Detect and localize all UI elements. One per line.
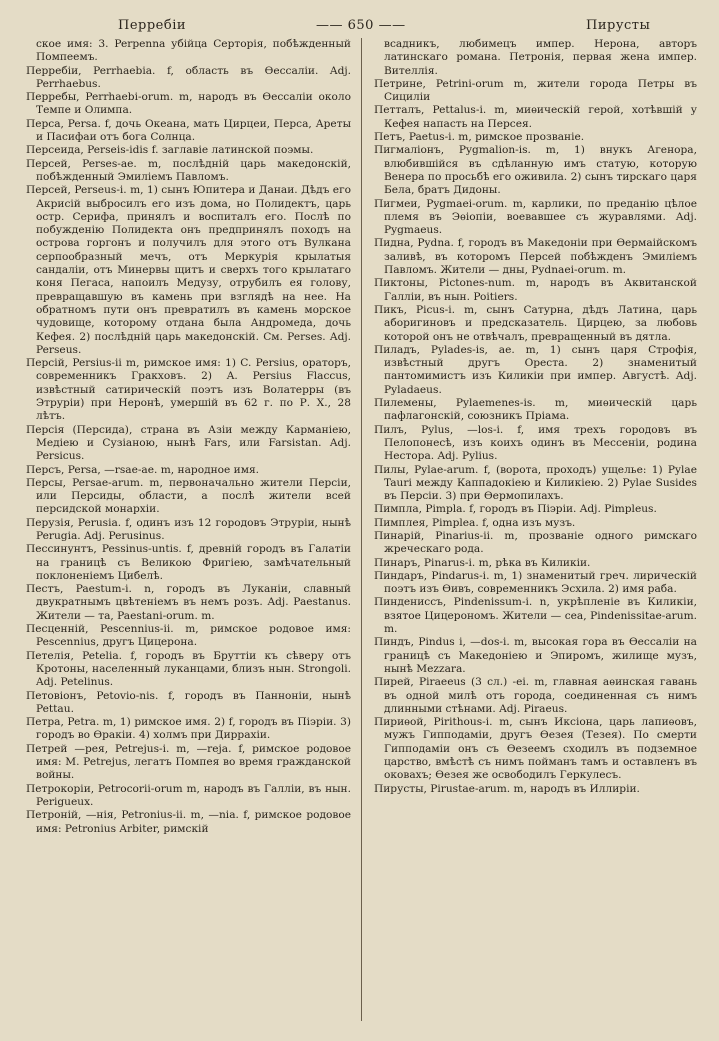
dictionary-entry: Пилемены, Pylaemenes-is. m, миѳическій царь пафлагонскій, союзникъ Пріама. [374,397,697,423]
dictionary-entry: Пимплея, Pimplea. f, одна изъ музъ. [374,516,576,529]
dictionary-entry: Петрине, Petrini-orum m, жители города Петры въ Сициліи [374,77,697,104]
dictionary-entry: Пиндениссъ, Pindenissum-i. n, укрѣпленіе въ Киликіи, взятое Цицерономъ. Жители — сеа, Pindenissitae-arum. m. [374,596,697,636]
dictionary-entry: Петъ, Paetus-i. m, римское прозваніе. [374,131,585,144]
running-head-left: Перребіи [118,18,187,33]
dictionary-entry: Петелія, Petelia. f, городъ въ Бруттіи къ сѣверу отъ Кротоны, населенный луканцами, близъ нын. Strongoli. Adj. Petelinus. [26,649,351,689]
running-head-right: Пирусты [586,18,651,33]
dictionary-entry: Пилы, Pylae-arum. f, (ворота, проходъ) ущелье: 1) Pylae Tauri между Каппадокіею и Киликіею. 2) Pylae Susides въ Персіи. 3) при Ѳермопилахъ. [374,463,697,503]
dictionary-entry: Петовіонъ, Petovio-nis. f, городъ въ Панноніи, нынѣ Pettau. [26,689,351,715]
dictionary-entry: Пидна, Pydna. f, городъ въ Македоніи при Ѳермаійскомъ заливѣ, въ которомъ Персей побѣжденъ Эмиліемъ Павломъ. Жители — дны, Pydnaei-orum. m. [374,237,697,277]
dictionary-entry: Пимпла, Pimpla. f, городъ въ Піэріи. Adj. Pimpleus. [374,503,657,516]
text-columns [26,38,697,1021]
dictionary-entry: Перребіи, Perrhaebia. f, область въ Ѳессаліи. Adj. Perrhaebus. [26,64,351,90]
dictionary-entry: Петрокоріи, Petrocorii-orum m, народъ въ Галліи, въ нын. Perigueux. [26,782,351,808]
dictionary-entry: Перузія, Perusia. f, одинъ изъ 12 городовъ Этруріи, нынѣ Perugia. Adj. Perusinus. [26,516,351,542]
dictionary-entry: Петталъ, Pettalus-i. m, миѳическій герой, хотѣвшій у Кефея напасть на Персея. [374,104,697,130]
right-column [362,38,697,1021]
dictionary-entry: Пирей, Piraeeus (3 сл.) -ei. m, главная аѳинская гавань въ одной милѣ отъ города, соединенная съ нимъ длинными стѣнами. Adj. Piraeus. [374,676,697,715]
dictionary-entry: Персій, Persius-ii m, римское имя: 1) C. Persius, ораторъ, современникъ Гракховъ. 2) A. Persius Flaccus, извѣстный сатирическій поэтъ изъ Волатерры (въ Этруріи) при Неронѣ, умершій въ 62 г. по Р. Х., 28 лѣтъ. [26,357,351,423]
dictionary-entry: Персеида, Perseis-idis f. заглавіе латинской поэмы. [26,144,314,157]
dictionary-entry: Перребы, Perrhaebi-orum. m, народъ въ Ѳессаліи около Темпе и Олимпа. [26,91,351,117]
dictionary-entry: Песценній, Pescennius-ii. m, римское родовое имя: Pescennius, другъ Цицерона. [26,623,351,649]
page-header [26,14,697,38]
dictionary-entry: Персъ, Persa, —rsae-ae. m, народное имя. [26,463,260,476]
dictionary-entry: всадникъ, любимецъ импер. Нерона, авторъ латинскаго романа. Петронія, первая жена импер. Вителлія. [384,38,697,77]
dictionary-entry: Персей, Perseus-i. m, 1) сынъ Юпитера и Данаи. Дѣдъ его Акрисій выбросилъ его изъ дома, но Полидектъ, царь остр. Серифа, принялъ и воспиталъ его. Послѣ по побужденію Полидекта онъ предпринялъ походъ на острова горгонъ и получилъ для этого отъ Вулкана серпообразный мечъ, отъ Меркурія крылатыя сандаліи, отъ Минервы щитъ и сверхъ того крылатаго коня Пегаса, напоилъ Медузу, отрубилъ ея голову, превращавшую въ камень при взглядѣ на нее. На обратномъ пути онъ превратилъ въ камень морское чудовище, которому отдана была Андромеда, дочь Кефея. 2) послѣдній царь македонскій. См. Perses. Adj. Perseus. [26,184,351,356]
dictionary-entry: Пикъ, Picus-i. m, сынъ Сатурна, дѣдъ Латина, царь аборигиновъ и предсказатель. Цирцею, за любовь которой онъ не отвѣчалъ, превращенный въ дятла. [374,303,697,343]
dictionary-entry: Пиктоны, Pictones-num. m, народъ въ Аквитанской Галліи, въ нын. Poitiers. [374,277,697,303]
dictionary-entry: Пириѳой, Pirithous-i. m, сынъ Иксіона, царь лапиѳовъ, мужъ Гипподаміи, другъ Ѳезея (Тезея). По смерти Гипподаміи онъ съ Ѳезеемъ сходилъ въ подземное царство, вмѣстѣ съ нимъ пойманъ тамъ и оставленъ въ оковахъ; Ѳезея же освободилъ Геркулесъ. [374,716,697,782]
dictionary-entry: Пирусты, Pirustae-arum. m, народъ въ Иллиріи. [374,782,640,795]
left-column [26,38,361,1021]
dictionary-entry: Пилъ, Pylus, —los-i. f, имя трехъ городовъ въ Пелопонесѣ, изъ коихъ одинъ въ Мессеніи, родина Нестора. Adj. Pylius. [374,423,697,463]
dictionary-entry: Пиндаръ, Pindarus-i. m, 1) знаменитый греч. лирическій поэтъ изъ Ѳивъ, современникъ Эсхила. 2) имя раба. [374,569,697,596]
dictionary-entry: Персы, Persae-arum. m, первоначально жители Персіи, или Персиды, области, а послѣ жители всей персидской монархіи. [26,476,351,516]
dictionary-entry: Персей, Perses-ae. m, послѣдній царь македонскій, побѣжденный Эмиліемъ Павломъ. [26,157,351,183]
dictionary-entry: Пиндъ, Pindus i, —dos-i. m, высокая гора въ Ѳессаліи на границѣ съ Македоніею и Эпиромъ, жилище музъ, нынѣ Mezzara. [374,636,697,675]
dictionary-entry: Персія (Персида), страна въ Азіи между Карманіею, Медіею и Сузіаною, нынѣ Fars, или Farsistan. Adj. Persicus. [26,423,351,463]
dictionary-entry: Персa, Persa. f, дочь Океана, мать Цирцеи, Персa, Ареты и Пасифаи отъ бога Солнца. [26,117,351,144]
dictionary-entry: Петрей —рея, Petrejus-i. m, —reja. f, римское родовое имя: M. Petrejus, легатъ Помпея во время гражданской войны. [26,742,351,782]
dictionary-entry: Петра, Petra. m, 1) римское имя. 2) f, городъ въ Піэріи. 3) городъ во Ѳракіи. 4) холмъ при Дирраxіи. [26,716,351,742]
dictionary-entry: Пессинунтъ, Pessinus-untis. f, древній городъ въ Галатіи на границѣ съ Великою Фригіею, замѣчательный поклоненіемъ Цибелѣ. [26,543,351,582]
dictionary-entry: Пинаръ, Pinarus-i. m, рѣка въ Киликіи. [374,556,591,569]
dictionary-entry: Петроній, —нія, Petronius-ii. m, —nia. f, римское родовое имя: Petronius Arbiter, римскій [26,809,351,835]
dictionary-entry: Пинарій, Pinarius-ii. m, прозваніе одного римскаго жреческаго рода. [374,529,697,556]
dictionary-entry: Пиладъ, Pylades-is, ae. m, 1) сынъ царя Строфія, извѣстный другъ Ореста. 2) знаменитый пантомимистъ изъ Киликіи при импер. Августѣ. Adj. Pyladaeus. [374,343,697,396]
dictionary-entry: Пигмаліонъ, Pygmalion-is. m, 1) внукъ Агенора, влюбившійся въ сдѣланную имъ статую, которую Венера по просьбѣ его оживила. 2) сынъ тирскаго царя Бела, братъ Дидоны. [374,144,697,197]
dictionary-entry: Пигмеи, Pygmaei-orum. m, карлики, по преданію цѣлое племя въ Эѳіопіи, воевавшее съ журавлями. Adj. Pygmaeus. [374,197,697,237]
dictionary-entry: ское имя: 3. Perpenna убійца Серторія, побѣжденный Помпеемъ. [36,38,351,64]
page-number: —— 650 —— [316,18,406,33]
dictionary-entry: Пестъ, Paestum-i. n, городъ въ Луканіи, славный двукратнымъ цвѣтеніемъ въ немъ розъ. Adj. Paestanus. Жители — та, Paestani-orum. m. [26,583,351,622]
